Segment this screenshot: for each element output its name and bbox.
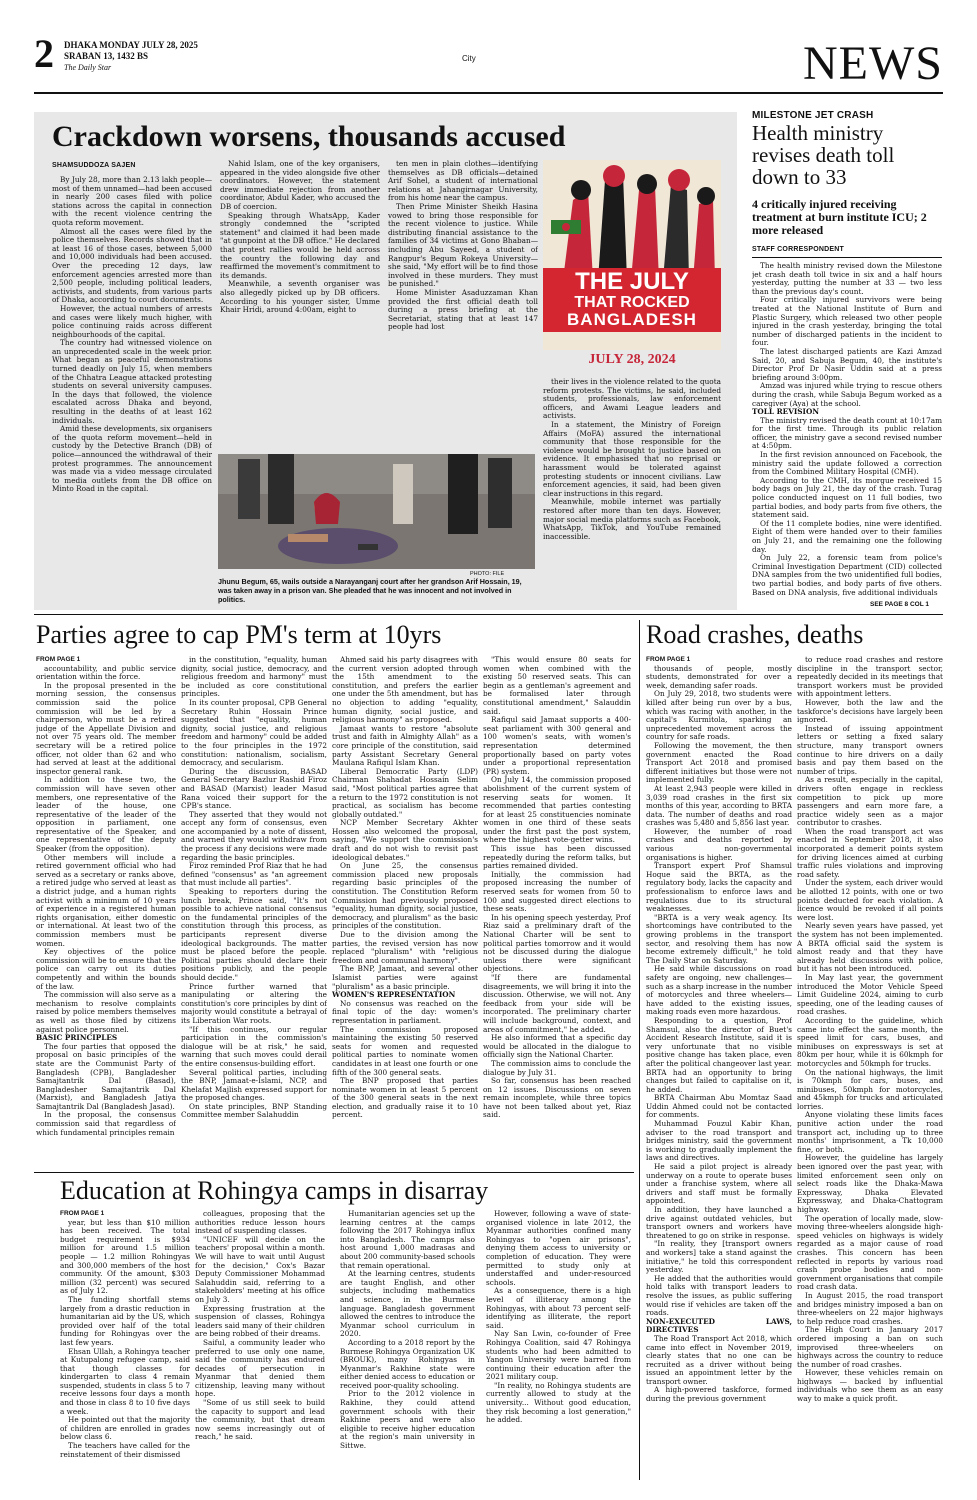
parties-p: The commission aims to conclude the dialogue by July 31. [483, 1058, 631, 1077]
parties-headline: Parties agree to cap PM's term at 10yrs [36, 620, 442, 649]
road-p: He said a pilot project is already underway on a route to operate buses under a franchise system, where all drivers and staff must be formally appointed. [646, 1162, 792, 1206]
parties-p: No consensus was reached on the final topic of the day: women's representation in parliament. [332, 998, 478, 1025]
edu-p: Saiful, a community leader who preferred to use only one name, said the community has endured decades of persecution in Myanmar that denied them citizenship, leaving many without hope. [195, 1337, 325, 1399]
lead-byline: SHAMSUDDOZA SAJEN [52, 162, 136, 169]
poster-line-2: THAT ROCKED [574, 294, 690, 311]
road-p: However, the guideline has largely been ignored over the past year, with limited enforcement seen only on select roads like the Dhaka-Mawa Expressway, Dhaka Elevated Expressway, and Dhaka-Chattogram highway. [797, 1153, 943, 1214]
parties-p: So far, consensus has been reached on 12 issues. Discussions on seven remain incomplete, while three topics have not been talked about yet, Riaz said. [483, 1076, 631, 1120]
parties-p: Other members will include a retired government official who had served as a secretary or ranks above, a retired judge who served at least as a district judge, and a human rights activist with a minimum of 10 years of experience in a registered human rights organisation, either domestic or international. At least two of the commission members must be women. [36, 852, 176, 948]
parties-subhead: WOMEN'S REPRESENTATION [332, 990, 456, 1000]
parties-p: In his opening speech yesterday, Prof Riaz said a preliminary draft of the National Charter will be sent to political parties tomorrow and it would not be discussed during the dialogue unless there were significant objections. [483, 912, 631, 974]
parties-p: in the constitution, "equality, human dignity, social justice, democracy, and religious freedom and harmony" must be included as core constitutional principles. [181, 656, 327, 699]
parties-p: In its counter proposal, CPB General Secretary Ruhin Hossain Prince suggested that "equality, human dignity, social justice, and religious freedom and harmony" could be added to the four principles in the 1972 constitution: nationalism, socialism, democracy, and secularism. [181, 697, 327, 768]
lead-p: In a statement, the Ministry of Foreign Affairs (MoFA) assured the international community that those responsible for the violence would be brought to justice based on evidence. It emphasised that no reprisal or harassment would be tolerated against protesting students or innocent civilians. Law enforcement agencies, it said, had been given clear instructions in this regard. [543, 419, 721, 498]
section-center: City [462, 54, 476, 63]
parties-p: "If there are fundamental disagreements, we will bring it into the discussion. Otherwise, we will not. Any feedback from your side will be incorporated. The preliminary charter will include background, context, and areas of commitment," he added. [483, 972, 631, 1034]
parties-p: Liberal Democratic Party (LDP) Chairman Shahadat Hossain Selim said, "Most political parties agree that a return to the 1972 constitution is not practical, as socialism has become globally outdated." [332, 766, 478, 819]
parties-p: Initially, the commission had proposed increasing the number of reserved seats for women from 50 to 100 and suggested direct elections to these seats. [483, 869, 631, 914]
edu-p: "Some of us still seek to build the capacity to support and lead the community, but that dream now seems increasingly out of reach," he said. [195, 1398, 325, 1442]
sidebar-p: According to the CMH, its morgue received 15 body bags on July 21, the day of the crash. Turag police conducted inquest on 11 full bodies, two partial bodies, and body parts from five others, the statement said. [752, 475, 942, 520]
parties-p: The commission proposed maintaining the existing 50 reserved seats for women and requested political parties to nominate women candidates in at least one fourth or one fifth of the 300 general seats. [332, 1024, 478, 1077]
sidebar-byline: STAFF CORRESPONDENT [752, 246, 844, 253]
edu-col-4 [486, 1210, 631, 1490]
edu-p: According to a 2018 report by the Burmese Rohingya Organization UK (BROUK), many Rohingyas in Myanmar's Rakhine state were either denied access to education or received poor-quality schooling. [340, 1337, 475, 1390]
sidebar-p: In the first revision announced on Facebook, the ministry said the update followed a correction from the Combined Military Hospital (CMH). [752, 450, 942, 477]
road-p: Nearly seven years have passed, yet the system has not been implemented. A BRTA official said the system is almost ready and that they have already held discussions with police, but it has not been introduced. [797, 921, 943, 974]
edu-p: Humanitarian agencies set up the learning centres at the camps following the 2017 Rohingya influx into Bangladesh. The camps also host around 1,000 madrasas and about 200 community-based schools that remain operational. [340, 1210, 475, 1270]
road-p: thousands of people, mostly students, demonstrated for over a week, demanding safer roads. [646, 663, 792, 690]
road-p: However, the number of road crashes and deaths reported by various non-governmental organisations is higher. [646, 826, 792, 862]
parties-p: Prince further warned that manipulating or altering the constitution's core principles by dint of majority would constitute a betrayal of its Liberation War roots. [181, 981, 327, 1025]
photo-caption: Jhunu Begum, 65, wails outside a Narayanganj court after her grandson Arif Hossain, 19, was taken away in a prison van. She pleaded that he was innocent and not involved in politics. [218, 577, 522, 604]
road-p: The Road Transport Act 2018, which came into effect in November 2019, clearly states that no one can be recruited as a driver without being issued an appointment letter by the transport owner. [646, 1333, 792, 1386]
section-title: NEWS [803, 37, 943, 90]
parties-p: During the discussion, BASAD General Secretary Bazlur Rashid Firoz and BASAD (Marxist) leader Masud Rana voiced their support for the CPB's stance. [181, 766, 327, 811]
parties-p: The BNP proposed that parties nominate women in at least 5 percent of the 300 general seats in the next election, and gradually raise it to 10 percent. [332, 1076, 478, 1120]
raised-fists-illustration [543, 160, 721, 280]
parties-p: On July 14, the commission proposed abolishment of the current system of reserving seats for women. It recommended that parties contesting for at least 25 constituencies nominate women in one third of these seats under the first past the post system, where the highest vote-getter wins. [483, 775, 631, 845]
road-p: In May last year, the government introduced the Motor Vehicle Speed Limit Guideline 2024, aiming to curb speeding, one of the leading causes of road crashes. [797, 972, 943, 1017]
edu-rule [34, 1172, 634, 1173]
date-line [64, 40, 198, 73]
edu-p: As a consequence, there is a high level of illiteracy among the Rohingyas, with about 73 percent self-identifying as illiterate, the report said. [486, 1286, 631, 1330]
sidebar-p: On July 22, a forensic team from police's Criminal Investigation Department (CID) collected DNA samples from the two unidentified full bodies, two partial bodies, and body parts of five others. Based on DNA analysis, five additional individuals [752, 553, 942, 597]
parties-p: Firoz reminded Prof Riaz that he had defined "consensus" as "an agreement that must include all parties". [181, 861, 327, 888]
lead-p: Amid these developments, six organisers of the quota reform movement—held in custody by the Detective Branch (DB) of police—announced the withdrawal of their protest programmes. The announcement was made via a video message circulated to media outlets from the DB office on Minto Road in the capital. [52, 424, 212, 494]
poster-date: JULY 28, 2024 [588, 352, 676, 367]
parties-p: The four parties that opposed the proposal on basic principles of the state are the Communist Party of Bangladesh (CPB), Bangladesher Samajtantrik Dal (Basad), Bangladesher Samajtantrik Dal (Marxist), and Bangladesh Jatiya Samajtantrik Dal (Bangladesh Jasad). [36, 1041, 176, 1111]
date-line-text: DHAKA MONDAY JULY 28, 2025 [64, 40, 198, 50]
photo-credit: PHOTO: FILE [470, 571, 505, 577]
lead-p: Home Minister Asaduzzaman Khan provided the first official death toll during a press briefing at the Secretariat, stating that at least 147 people had lost [388, 287, 538, 332]
sidebar-kicker: MILESTONE JET CRASH [752, 110, 874, 121]
road-p: A high-powered taskforce, formed during the previous government [646, 1385, 792, 1404]
parties-col-4 [483, 656, 631, 1166]
lead-p: Meanwhile, mobile internet was partially restored after more than ten days. However, major social media platforms such as Facebook, WhatsApp, TikTok, and YouTube remained inaccessible. [543, 497, 721, 541]
poster-line-1: THE JULY [575, 268, 689, 295]
road-p: Muhammad Fouzul Kabir Khan, adviser to the road transport and bridges ministry, said the government is working to gradually implement the laws and directives. [646, 1119, 792, 1163]
sidebar-p: Amzad was injured while trying to rescue others during the crash, while Sabuja Begum worked as a caregiver (Aya) at the school. [752, 381, 942, 408]
sidebar-headline: Health ministry revises death toll down to 33 [752, 121, 895, 189]
parties-p: In the proposal presented in the morning session, the consensus commission said the police commission will be led by a chairperson, who must be a retired judge of the Appellate Division and not over 75 years old. The member secretary will be a retired police officer, not older than 62 and who had served at least at the additional inspector general rank. [36, 680, 176, 776]
road-p: to reduce road crashes and restore discipline in the transport sector, repeatedly decided in its meetings that transport workers must be provided with appointment letters. [797, 656, 943, 699]
road-p: He said while discussions on road safety are ongoing, new challenges—such as a sharp increase in the number of motorcycles and three wheelers—have added to the existing issues, making roads even more hazardous. [646, 964, 792, 1017]
parties-p: On June 25, the consensus commission placed new proposals regarding basic principles of the constitution. The Constitution Reform Commission had previously proposed "equality, human dignity, social justice, democracy, and pluralism" as the basic principles of the constitution. [332, 861, 478, 931]
edu-p: year, but less than $10 million has been received. The total budget requirement is $934 million for around 1.5 million people — 1.2 million Rohingyas and 300,000 members of the host community. Of the amount, $303 million (32 percent) was secured as of July 12. [60, 1217, 190, 1296]
sidebar-p: The ministry revised the death count at 10:17am for the first time. Through its public relation officer, the ministry gave a second revised number at 4:50pm. [752, 415, 942, 451]
edu-p: Expressing frustration at the suspension of classes, Rohingya leaders said many of their children are being robbed of their dreams. [195, 1303, 325, 1339]
parties-from: FROM PAGE 1 [36, 656, 81, 663]
lead-p: their lives in the violence related to the quota reform protests. The victims, he said, included students, professionals, law enforcement officers, and Awami League leaders and activists. [543, 378, 721, 421]
lead-p: Nahid Islam, one of the key organisers, appeared in the video alongside five other coordinators. However, the statement drew immediate rejection from another coordinator, Abdul Kader, who accused the DB of coercion. [220, 160, 380, 211]
parties-p: Due to the division among the parties, the revised version has now replaced "pluralism" with "religious freedom and communal harmony". [332, 930, 478, 965]
parties-p: Speaking to reporters during the lunch break, Prince said, "It's not possible to achieve national consensus on the fundamental principles of the constitution through this process, as participants represent diverse ideological backgrounds. The matter must be placed before the people. Political parties should declare their positions publicly, and the people should decide." [181, 887, 327, 982]
lead-p: However, the actual numbers of arrests and cases were likely much higher, with police continuing raids across different neighbourhoods of the capital. [52, 303, 212, 339]
road-p: BRTA Chairman Abu Momtaz Saad Uddin Ahmed could not be contacted for comments. [646, 1093, 792, 1120]
lead-col-1 [52, 176, 212, 596]
lead-p: The country had witnessed violence on an unprecedented scale in the week prior. What began as peaceful demonstrations turned deadly on July 15, when members of the Chhatra League attacked protesting students on several university campuses. In the days that followed, the violence escalated across Dhaka and beyond, resulting in the deaths of at least 162 individuals. [52, 338, 212, 425]
road-p: On the national highways, the limit is 70kmph for cars, buses, and minibuses, 50kmph for motorcycles, and 45kmph for trucks and articulated lorries. [797, 1067, 943, 1111]
road-p: On July 29, 2018, two students were killed after being run over by a bus, which was racing with another, in the capital's Kurmitola, sparking an unprecedented movement across the country for safe roads. [646, 689, 792, 742]
lead-p: Meanwhile, a seventh organiser was also allegedly picked up by DB officers. According to his younger sister, Umme Khair Hridi, around 4:00am, eight to [220, 279, 380, 315]
edu-col-2 [195, 1210, 325, 1490]
lead-col-2 [220, 160, 380, 450]
edu-p: Prior to the 2012 violence in Rakhine, they could attend government schools with their Rakhine peers and were also eligible to receive higher education at the region's main university in Sittwe. [340, 1389, 475, 1451]
sidebar-deck: 4 critically injured receiving treatment at burn institute ICU; 2 more released [752, 197, 927, 237]
section-rule [34, 614, 943, 615]
parties-subhead: BASIC PRINCIPLES [36, 1033, 118, 1043]
road-p: However, these vehicles remain on highways — backed by influential individuals who see them as an easy way to make a quick profit. [797, 1368, 943, 1404]
sidebar-subhead: TOLL REVISION [752, 407, 819, 417]
sidebar-p: The latest discharged patients are Kazi Amzad Said, 20, and Sabuja Begum, 40, the institute's Director Prof Dr Nasir Uddin said at a press briefing around 3:00pm. [752, 346, 942, 382]
edu-p: "In reality, no Rohingya students are currently allowed to study at the university... Without good education, they risk becoming a lost generation," he added. [486, 1380, 631, 1425]
road-p: In addition, they have launched a drive against outdated vehicles, but transport owners and workers have threatened to go on strike in response. [646, 1205, 792, 1240]
poster-banner [543, 268, 721, 332]
road-p: Anyone violating these limits faces punitive action under the road transport act, including up to three months' imprisonment, a Tk 10,000 fine, or both. [797, 1110, 943, 1154]
column-divider [639, 620, 640, 1480]
edu-p: He pointed out that the majority of children are enrolled in grades below class 6. [60, 1415, 190, 1442]
road-p: Under the system, each driver would be allotted 12 points, with one or two points deducted for each violation. A licence would be revoked if all points were lost. [797, 878, 943, 922]
edu-p: colleagues, proposing that the authorities reduce lesson hours instead of suspending classes. [195, 1210, 325, 1236]
parties-p: In the proposal, the consensus commission said that regardless of which fundamental principles remain [36, 1110, 176, 1137]
road-p: As a result, especially in the capital, drivers often engage in reckless competition to pick up more passengers and earn more fare, a practice widely seen as a major contributor to crashes. [797, 775, 943, 828]
edu-p: At the learning centres, students are taught English, and other subjects, including mathematics and science, in the Burmese language. Bangladesh government allowed the centres to introduce the Myanmar school curriculum in 2020. [340, 1269, 475, 1339]
sidebar-p: The health ministry revised down the Milestone jet crash death toll twice in six and a half hours yesterday, putting the number at 33 — two less than the previous day's count. [752, 262, 942, 296]
parties-col-3 [332, 656, 478, 1166]
road-p: In August 2015, the road transport and bridges ministry imposed a ban on three-wheelers on 22 major highways to help reduce road crashes. [797, 1290, 943, 1326]
lead-p: ten men in plain clothes—identifying themselves as DB officials—detained Arif Sohel, a student of international relations at Jahangirnagar University, from his home near the campus. [388, 160, 538, 203]
parties-p: This issue has been discussed repeatedly during the reform talks, but parties remained divided. [483, 844, 631, 871]
parties-p: Key objectives of the police commission will be to ensure that the police can carry out its duties competently and within the bounds of the law. [36, 947, 176, 991]
lead-p: Almost all the cases were filed by the police themselves. Records showed that in at least 16 of those cases, between 5,000 and 10,000 individuals had been accused. Over the preceding 12 days, law enforcement agencies arrested more than 2,500 people, including political leaders, activists, and students, from various parts of Dhaka, according to court documents. [52, 226, 212, 305]
sidebar-see-page: SEE PAGE 8 COL 1 [870, 601, 930, 608]
road-from: FROM PAGE 1 [646, 656, 691, 663]
parties-p: Rafiqul said Jamaat supports a 400-seat parliament with 300 general and 100 women's seats, with women's representation determined proportionally based on party votes under a proportional representation (PR) system. [483, 715, 631, 776]
sidebar-rule [752, 257, 942, 258]
parties-p: Ahmed said his party disagrees with the current version adopted through the 15th amendment to the constitution, and prefers the earlier one under the 5th amendment, but has no objection to adding "equality, human dignity, social justice, and religious harmony" as proposed. [332, 656, 478, 725]
parties-p: "If this continues, our regular participation in the commission's dialogue will be at risk," he said, warning that such moves could derail the entire consensus-building effort. [181, 1024, 327, 1068]
page-number: 2 [34, 31, 54, 76]
edu-col-3 [340, 1210, 475, 1490]
parties-p: He also informed that a specific day would be allocated in the dialogue to officially sign the National Charter. [483, 1033, 631, 1060]
parties-p: The commission will also serve as a mechanism to resolve complaints raised by police members themselves as well as those filed by citizens against police personnel. [36, 990, 176, 1034]
road-p: However, both the law and the taskforce's decisions have largely been ignored. [797, 697, 943, 725]
poster-line-3: BANGLADESH [567, 310, 697, 329]
parties-p: Jamaat wants to restore "absolute trust and faith in Almighty Allah" as a core principle of the constitution, said party Assistant Secretary General Maulana Rafiqul Islam Khan. [332, 723, 478, 768]
road-col-1 [646, 656, 792, 1488]
edu-p: However, following a wave of state-organised violence in late 2012, the Myanmar authorities confined many Rohingyas to "open air prisons", denying them access to university or completion of education. They were permitted to study only at understaffed and under-resourced schools. [486, 1210, 631, 1287]
parties-col-1 [36, 656, 176, 1166]
road-p: He added that the authorities would hold talks with transport leaders to resolve the issues, as public suffering would rise if vehicles are taken off the roads. [646, 1273, 792, 1318]
july-poster [543, 160, 721, 350]
lead-col-3b [543, 378, 721, 603]
edu-p: Ehsan Ullah, a Rohingya teacher at Kutupalong refugee camp, said that though classes for kindergarten to class 4 remain suspended, students in class 5 to 7 receive lessons four days a month and those in class 8 to 10 five days a week. [60, 1346, 190, 1416]
woman-wailing-photo [218, 454, 535, 569]
road-p: "BRTA is a very weak agency. Its shortcomings have contributed to the growing problems in the transport sector, and resolving them has now become extremely difficult," he told The Daily Star on Saturday. [646, 912, 792, 965]
road-p: The operation of locally made, slow-moving three-wheelers alongside high-speed vehicles on highways is widely regarded as a major cause of road crashes. This concern has been reflected in reports by various road crash probe bodies and non-government organisations that compile road crash data. [797, 1213, 943, 1292]
masthead-rule [34, 92, 943, 94]
parties-col-2 [181, 656, 327, 1166]
edu-p: "UNICEF will decide on the teachers' proposal within a month. We will have to wait until August for the decision," Cox's Bazar Deputy Commissioner Mohammad Salahuddin said, referring to a stakeholders' meeting at his office on July 3. [195, 1234, 325, 1304]
lead-p: Then Prime Minister Sheikh Hasina vowed to bring those responsible for the recent violence to justice. While distributing financial assistance to the families of 34 victims at Gono Bhaban—including Abu Sayeed, a student of Rangpur's Begum Rokeya University—she said, "My effort will be to find those involved in these murders. They must be punished." [388, 201, 538, 289]
lead-col-3 [388, 160, 538, 450]
lead-p: Speaking through WhatsApp, Kader strongly condemned the "scripted statement" and claimed it had been made "at gunpoint at the DB office." He declared that protest rallies would be held across the country the following day and reaffirmed the movement's commitment to its demands. [220, 210, 380, 280]
edu-p: The funding shortfall stems largely from a drastic reduction in humanitarian aid by the US, which provided over half of the total funding for Rohingyas over the last few years. [60, 1294, 190, 1347]
sidebar-body [752, 262, 942, 600]
edu-col-1 [60, 1210, 190, 1490]
parties-p: The BNP, Jamaat, and several other Islamist parties were against "pluralism" as a basic principle. [332, 964, 478, 991]
road-p: Transport expert Prof Shamsul Hoque said the BRTA, as the regulatory body, lacks the capacity and professionalism to enforce laws and regulations due to its structural weaknesses. [646, 861, 792, 914]
edu-p: The teachers have called for the reinstatement of their dismissed [60, 1441, 190, 1459]
road-p: When the road transport act was enacted in September 2018, it also incorporated a demerit points system for driving licences aimed at curbing traffic rules violations and improving road safety. [797, 826, 943, 879]
parties-p: NCP Member Secretary Akhter Hossen also welcomed the proposal, saying, "We support the commission's draft and do not wish to revisit past ideological debates." [332, 818, 478, 862]
lead-p: By July 28, more than 2.13 lakh people—most of them unnamed—had been accused in nearly 200 cases filed with police stations across the capital in connection with the recent violence centring the quota reform movement. [52, 176, 212, 227]
parties-p: They asserted that they would not accept any form of consensus, even one accompanied by a note of dissent, and warned they would withdraw from the process if any decisions were made regarding the basic principles. [181, 809, 327, 862]
road-p: At least 2,943 people were killed in 3,039 road crashes in the first six months of this year, according to BRTA data. The number of deaths and road crashes was 5,480 and 5,856 last year. [646, 783, 792, 828]
road-p: Instead of issuing appointment letters or setting a fixed salary structure, many transport owners continue to hire drivers on a daily basis and pay them based on the number of trips. [797, 723, 943, 776]
road-col-2 [797, 656, 943, 1488]
lead-photo [218, 454, 535, 569]
parties-p: accountability, and public service orientation within the force. [36, 663, 176, 682]
road-headline: Road crashes, deaths [646, 620, 864, 649]
road-p: Following the movement, the then government enacted the Road Transport Act 2018 and promised different initiatives but those were not implemented fully. [646, 740, 792, 785]
sidebar-p: Of the 11 complete bodies, nine were identified. Eight of them were handed over to their families on July 21, and the remaining one the following day. [752, 518, 942, 554]
parties-p: "This would ensure 80 seats for women when combined with the existing 50 reserved seats. This can begin as a gentleman's agreement and be formalised later through constitutional amendment," Salauddin said. [483, 656, 631, 716]
lead-headline: Crackdown worsens, thousands accused [52, 120, 566, 153]
edu-from: FROM PAGE 1 [60, 1210, 105, 1217]
bangla-date: SRABAN 13, 1432 BS [64, 51, 149, 61]
edu-headline: Education at Rohingya camps in disarray [60, 1176, 489, 1205]
parties-p: Several political parties, including the BNP, Jamaat-e-Islami, NCP, and Khelafat Majlish expressed support for the proposed changes. [181, 1067, 327, 1103]
road-p: The High Court in January 2017 ordered imposing a ban on such improvised three-wheelers on highways across the country to reduce the number of road crashes. [797, 1325, 943, 1369]
paper-name: The Daily Star [64, 63, 112, 72]
parties-p: In addition to these two, the commission will have seven other members, one representative of the leader of the house, one representative of the leader of the opposition in parliament, one representative of the Speaker, and one representative of the deputy Speaker (from the opposition). [36, 775, 176, 854]
sidebar-p: Four critically injured survivors were being treated at the National Institute of Burn and Plastic Surgery, which released two other people injured in the crash yesterday, bringing the total number of discharged patients in the incident to four. [752, 295, 942, 348]
parties-p: On state principles, BNP Standing Committee member Salahuddin [181, 1101, 327, 1120]
road-p: Responding to a question, Prof Shamsul, also the director of Buet's Accident Research Institute, said it is very unfortunate that no visible positive change has taken place, even after the political changeover last year. BRTA had an opportunity to bring changes but failed to capitalise on it, he added. [646, 1015, 792, 1094]
road-p: "In reality, they [transport owners and workers] take a stand against the initiative," he told this correspondent yesterday. [646, 1239, 792, 1275]
road-p: According to the guideline, which came into effect the same month, the speed limit for cars, buses, and minibuses on expressways is set at 80km per hour, while it is 60kmph for motorcycles and 50kmph for trucks. [797, 1015, 943, 1068]
edu-p: Nay San Lwin, co-founder of Free Rohingya Coalition, said 47 Rohingya students who had been admitted to Yangon University were barred from continuing their education after the 2021 military coup. [486, 1329, 631, 1382]
road-subhead: NON-EXECUTED LAWS, DIRECTIVES [646, 1316, 792, 1335]
